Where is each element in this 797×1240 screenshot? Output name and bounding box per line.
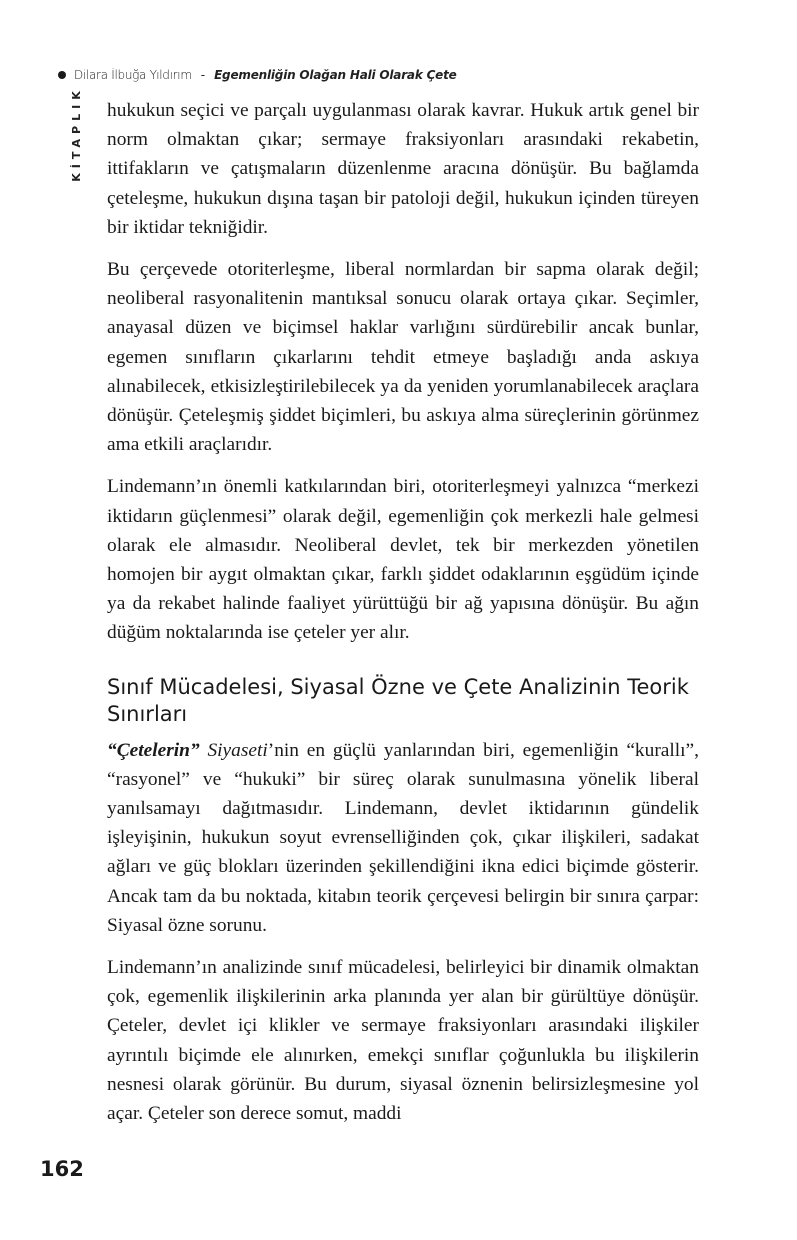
header-title: Egemenliğin Olağan Hali Olarak Çete [214, 68, 457, 82]
page-number: 162 [40, 1157, 84, 1181]
header-separator: - [200, 68, 206, 82]
paragraph: hukukun seçici ve parçalı uygulanması olarak kavrar. Hukuk artık genel bir norm olmaktan çıkar; sermaye fraksiyonları arasındaki rekabetin, ittifakların ve çatışmaların düzenlenme aracına dönüşür. Bu bağlamda çeteleşme, hukukun dışına taşan bir patoloji değil, hukukun içinden türeyen bir iktidar tekniğidir. [107, 100, 699, 238]
book-title-bold: “Çetelerin” [107, 739, 200, 761]
body-text [107, 96, 699, 1141]
book-title-italic: Siyaseti [207, 739, 268, 761]
side-label: KİTAPLIK [70, 86, 83, 182]
running-head [58, 64, 457, 86]
paragraph-text: ’nin en güçlü yanlarından biri, egemenliğin “kurallı”, “rasyonel” ve “hukuki” bir süreç olarak sunulmasına yönelik liberal yanılsamayı dağıtmasıdır. Lindemann, devlet iktidarının gündelik işleyişinin, hukukun soyut evrenselliğinden çok, çıkar ilişkileri, sadakat ağları ve güç blokları üzerinden şekillendiğini ikna edici biçimde gösterir. Ancak tam da bu noktada, kitabın teorik çerçevesi belirgin bir sınıra çarpar: Siyasal özne sorunu. [107, 739, 699, 936]
header-author: Dilara İlbuğa Yıldırım [74, 68, 192, 82]
section-heading: Sınıf Mücadelesi, Siyasal Özne ve Çete Analizinin Teorik Sınırları [107, 674, 689, 726]
paragraph [107, 736, 699, 940]
bullet-icon [58, 71, 66, 79]
paragraph: Lindemann’ın analizinde sınıf mücadelesi, belirleyici bir dinamik olmaktan çok, egemenlik ilişkilerinin arka planında yer alan bir gürültüye dönüşür. Çeteler, devlet içi klikler ve sermaye fraksiyonları arasındaki ilişkiler ayrıntılı biçimde ele alınırken, emekçi sınıflar çoğunlukla bu ilişkilerin nesnesi olarak görünür. Bu durum, siyasal öznenin belirsizleşmesine yol açar. Çeteler son derece somut, maddi [107, 957, 699, 1125]
paragraph: Bu çerçevede otoriterleşme, liberal normlardan bir sapma olarak değil; neoliberal rasyonalitenin mantıksal sonucu olarak ortaya çıkar. Seçimler, anayasal düzen ve biçimsel haklar varlığını sürdürebilir ancak bunlar, egemen sınıfların çıkarlarını tehdit etmeye başladığı anda askıya alınabilecek, etkisizleştirilebilecek ya da yeniden yorumlanabilecek araçlara dönüşür. Çeteleşmiş şiddet biçimleri, bu askıya alma süreçlerinin görünmez ama etkili araçlarıdır. [107, 259, 699, 456]
paragraph: Lindemann’ın önemli katkılarından biri, otoriterleşmeyi yalnızca “merkezi iktidarın güçlenmesi” olarak değil, egemenliğin çok merkezli hale gelmesi olarak ele almasıdır. Neoliberal devlet, tek bir merkezden yönetilen homojen bir aygıt olmaktan çıkar, farklı şiddet odaklarının eşgüdüm içinde ya da rekabet halinde faaliyet yürüttüğü bir ağ yapısına dönüşür. Bu ağın düğüm noktalarında ise çeteler yer alır. [107, 476, 699, 644]
